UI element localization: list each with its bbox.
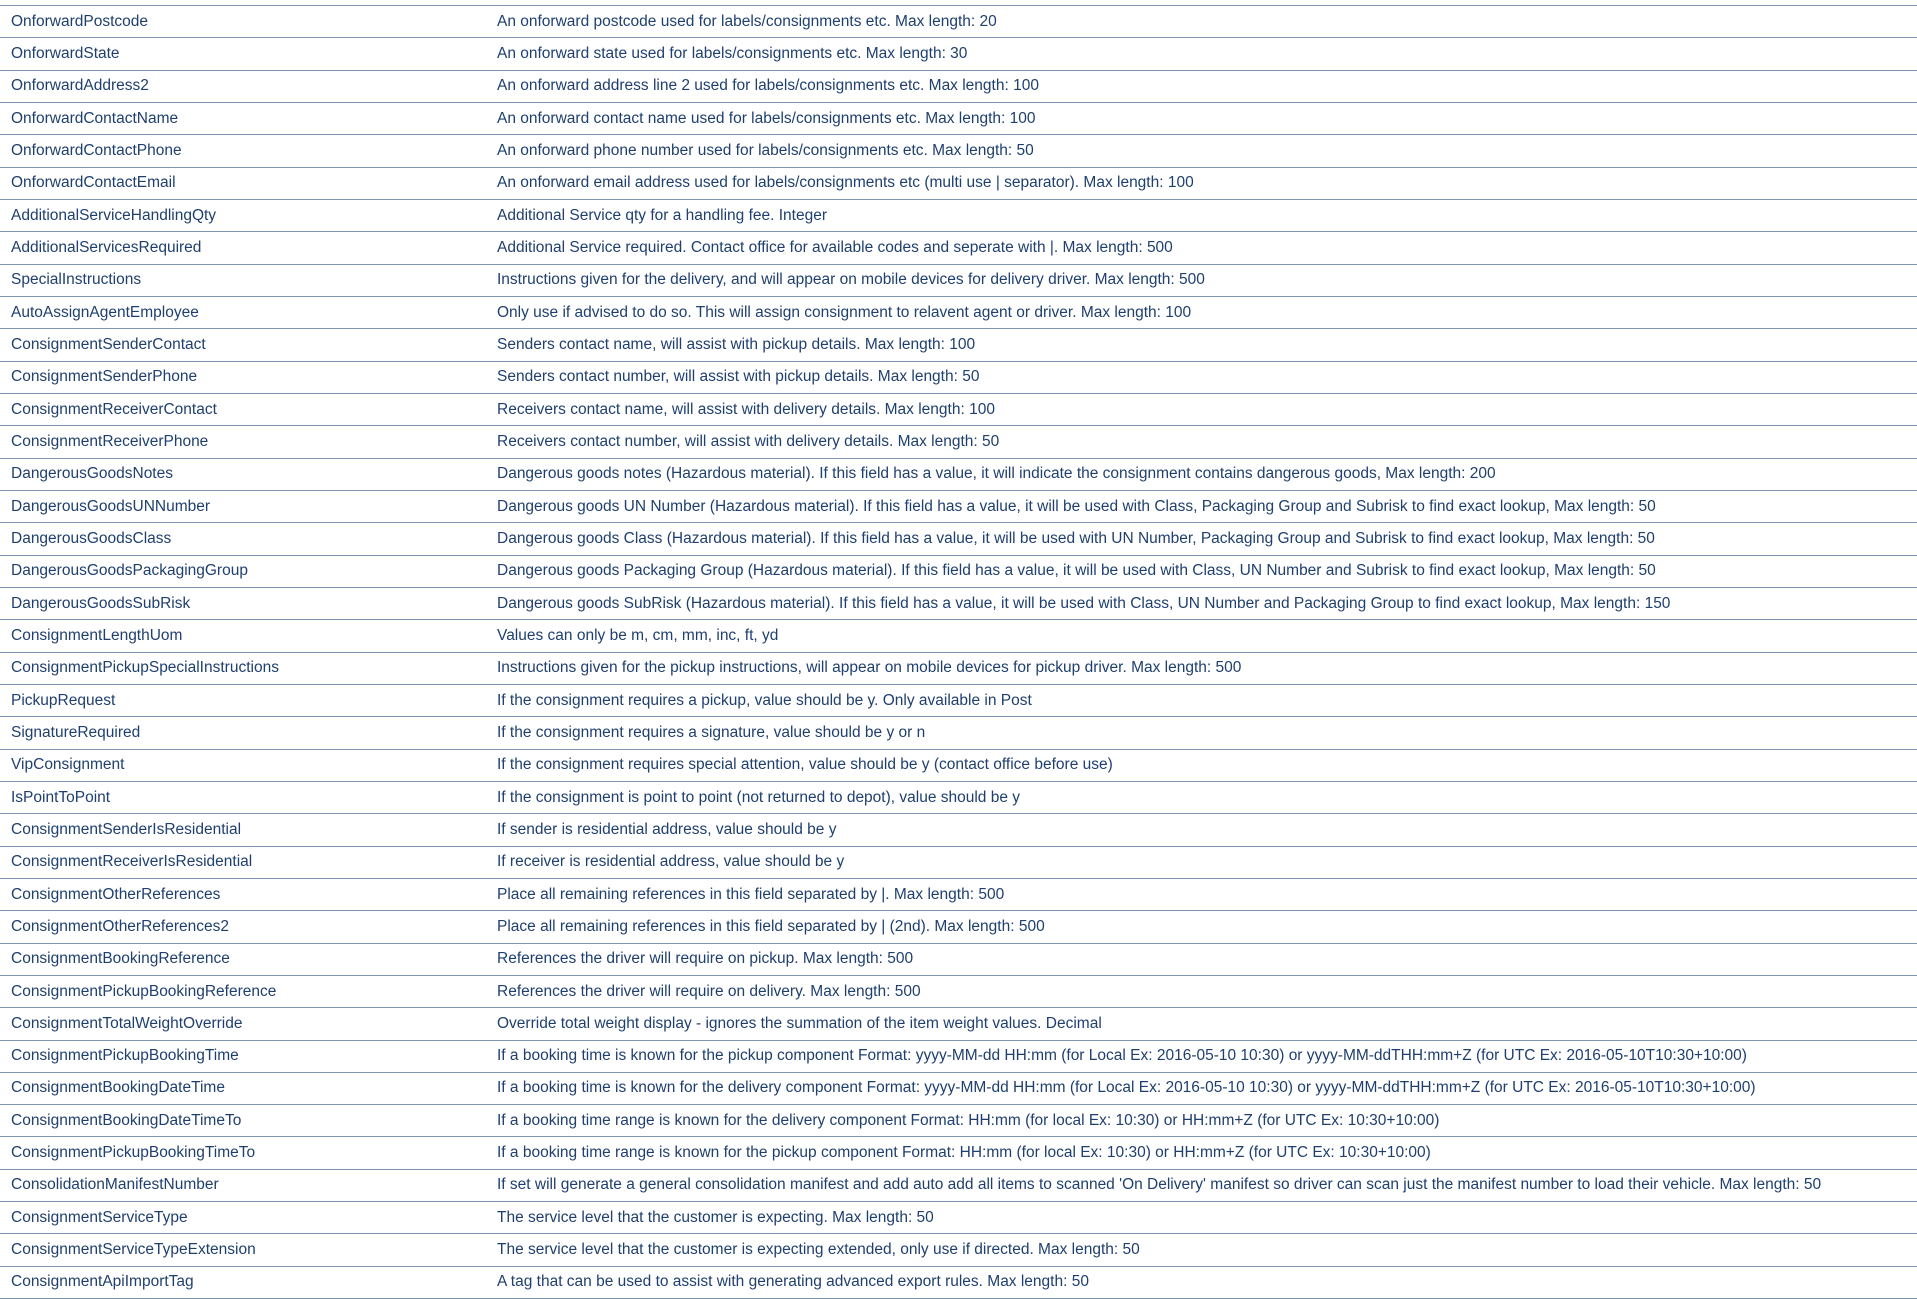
table-row [0,652,1917,684]
field-name-cell: ConsolidationManifestNumber [11,1176,219,1194]
table-row [0,620,1917,652]
field-description-cell: Instructions given for the delivery, and will appear on mobile devices for delivery driver. Max length: 500 [497,271,1205,289]
field-description-cell: If the consignment requires special attention, value should be y (contact office before use) [497,756,1113,774]
field-name-cell: PickupRequest [11,691,116,709]
field-description-cell: Receivers contact name, will assist with delivery details. Max length: 100 [497,400,995,418]
field-description-cell: An onforward contact name used for labels/consignments etc. Max length: 100 [497,109,1036,127]
field-description-cell: An onforward state used for labels/consignments etc. Max length: 30 [497,44,968,62]
field-description-cell: If sender is residential address, value should be y [497,820,837,838]
field-description-cell: An onforward email address used for labels/consignments etc (multi use | separator). Max length: 100 [497,174,1194,192]
field-description-cell: An onforward postcode used for labels/consignments etc. Max length: 20 [497,12,997,30]
table-row [0,911,1917,943]
field-description-cell: Dangerous goods SubRisk (Hazardous material). If this field has a value, it will be used with Class, UN Number and Packaging Group to find exact lookup, Max length: 150 [497,594,1671,612]
field-reference-body [0,6,1917,1299]
field-name-cell: OnforwardState [11,44,120,62]
table-row [0,426,1917,458]
field-name-cell: ConsignmentServiceTypeExtension [11,1241,256,1259]
field-name-cell: AdditionalServiceHandlingQty [11,206,217,224]
field-name-cell: IsPointToPoint [11,788,111,806]
field-name-cell: AdditionalServicesRequired [11,238,202,256]
field-name-cell: ConsignmentSenderContact [11,335,206,353]
field-description-cell: If a booking time is known for the pickup component Format: yyyy-MM-dd HH:mm (for Local Ex: 2016-05-10 10:30) or yyyy-MM-ddTHH:mm+Z (for UTC Ex: 2016-05-10T10:30+10:00) [497,1047,1747,1065]
field-description-cell: If a booking time range is known for the pickup component Format: HH:mm (for local Ex: 10:30) or HH:mm+Z (for UTC Ex: 10:30+10:00) [497,1144,1431,1162]
field-name-cell: ConsignmentPickupBookingReference [11,982,277,1000]
table-row [0,878,1917,910]
table-row [0,975,1917,1007]
field-name-cell: ConsignmentBookingDateTime [11,1079,225,1097]
field-description-cell: The service level that the customer is expecting extended, only use if directed. Max length: 50 [497,1241,1140,1259]
table-row [0,943,1917,975]
field-name-cell: DangerousGoodsClass [11,529,172,547]
table-row [0,135,1917,167]
field-name-cell: ConsignmentBookingReference [11,950,230,968]
field-name-cell: ConsignmentPickupSpecialInstructions [11,659,279,677]
field-description-cell: Senders contact number, will assist with pickup details. Max length: 50 [497,368,980,386]
table-row [0,846,1917,878]
field-name-cell: ConsignmentOtherReferences2 [11,917,229,935]
field-description-cell: References the driver will require on pickup. Max length: 500 [497,950,914,968]
field-name-cell: ConsignmentReceiverPhone [11,432,209,450]
field-description-cell: Values can only be m, cm, mm, inc, ft, yd [497,626,779,644]
field-description-cell: If the consignment is point to point (not returned to depot), value should be y [497,788,1021,806]
field-name-cell: ConsignmentSenderIsResidential [11,820,242,838]
field-name-cell: ConsignmentLengthUom [11,626,183,644]
field-description-cell: Override total weight display - ignores the summation of the item weight values. Decimal [497,1014,1102,1032]
field-reference-table [0,5,1917,1299]
field-description-cell: If the consignment requires a signature, value should be y or n [497,723,926,741]
table-row [0,329,1917,361]
field-name-cell: ConsignmentPickupBookingTime [11,1047,239,1065]
field-description-cell: Dangerous goods notes (Hazardous material). If this field has a value, it will indicate the consignment contains dangerous goods, Max length: 200 [497,465,1496,483]
table-row [0,1234,1917,1266]
field-description-cell: Instructions given for the pickup instructions, will appear on mobile devices for pickup driver. Max length: 500 [497,659,1242,677]
field-description-cell: Dangerous goods UN Number (Hazardous material). If this field has a value, it will be used with Class, Packaging Group and Subrisk to find exact lookup, Max length: 50 [497,497,1656,515]
table-row [0,296,1917,328]
field-description-cell: If the consignment requires a pickup, value should be y. Only available in Post [497,691,1032,709]
table-row [0,523,1917,555]
field-description-cell: Receivers contact number, will assist with delivery details. Max length: 50 [497,432,1000,450]
field-name-cell: SignatureRequired [11,723,141,741]
field-description-cell: If receiver is residential address, value should be y [497,853,845,871]
table-row [0,717,1917,749]
table-row [0,781,1917,813]
field-name-cell: SpecialInstructions [11,271,142,289]
table-row [0,102,1917,134]
field-description-cell: References the driver will require on delivery. Max length: 500 [497,982,921,1000]
field-description-cell: An onforward address line 2 used for labels/consignments etc. Max length: 100 [497,77,1039,95]
table-row [0,6,1917,38]
field-name-cell: DangerousGoodsPackagingGroup [11,562,248,580]
table-row [0,167,1917,199]
field-description-cell: If set will generate a general consolidation manifest and add auto add all items to scanned 'On Delivery' manifest so driver can scan just the manifest number to load their vehicle. Max length: 50 [497,1176,1822,1194]
table-row [0,555,1917,587]
field-name-cell: OnforwardAddress2 [11,77,149,95]
field-description-cell: A tag that can be used to assist with generating advanced export rules. Max length: 50 [497,1273,1089,1291]
table-row [0,587,1917,619]
field-name-cell: ConsignmentReceiverIsResidential [11,853,253,871]
table-row [0,70,1917,102]
table-row [0,1040,1917,1072]
table-row [0,264,1917,296]
table-row [0,749,1917,781]
field-name-cell: ConsignmentTotalWeightOverride [11,1014,243,1032]
table-row [0,1008,1917,1040]
table-row [0,232,1917,264]
table-row [0,1266,1917,1298]
field-description-cell: Senders contact name, will assist with pickup details. Max length: 100 [497,335,976,353]
table-row [0,1137,1917,1169]
field-name-cell: ConsignmentReceiverContact [11,400,217,418]
field-name-cell: ConsignmentSenderPhone [11,368,198,386]
field-name-cell: OnforwardPostcode [11,12,148,30]
table-row [0,1072,1917,1104]
field-description-cell: Dangerous goods Class (Hazardous material). If this field has a value, it will be used with UN Number, Packaging Group and Subrisk to find exact lookup, Max length: 50 [497,529,1655,547]
table-row [0,361,1917,393]
field-name-cell: ConsignmentOtherReferences [11,885,221,903]
field-description-cell: If a booking time range is known for the delivery component Format: HH:mm (for local Ex: 10:30) or HH:mm+Z (for UTC Ex: 10:30+10:00) [497,1111,1440,1129]
field-name-cell: ConsignmentBookingDateTimeTo [11,1111,242,1129]
field-description-cell: Only use if advised to do so. This will assign consignment to relavent agent or driver. Max length: 100 [497,303,1192,321]
field-description-cell: Place all remaining references in this field separated by | (2nd). Max length: 500 [497,917,1045,935]
table-row [0,199,1917,231]
field-name-cell: DangerousGoodsUNNumber [11,497,211,515]
field-name-cell: ConsignmentPickupBookingTimeTo [11,1144,256,1162]
field-description-cell: If a booking time is known for the delivery component Format: yyyy-MM-dd HH:mm (for Local Ex: 2016-05-10 10:30) or yyyy-MM-ddTHH:mm+Z (for UTC Ex: 2016-05-10T10:30+10:00) [497,1079,1756,1097]
field-description-cell: An onforward phone number used for labels/consignments etc. Max length: 50 [497,141,1034,159]
table-row [0,814,1917,846]
field-name-cell: OnforwardContactEmail [11,174,176,192]
table-row [0,684,1917,716]
field-name-cell: AutoAssignAgentEmployee [11,303,199,321]
table-row [0,1202,1917,1234]
table-row [0,1169,1917,1201]
field-description-cell: Place all remaining references in this field separated by |. Max length: 500 [497,885,1005,903]
field-name-cell: VipConsignment [11,756,125,774]
table-row [0,1105,1917,1137]
field-description-cell: Dangerous goods Packaging Group (Hazardous material). If this field has a value, it will be used with Class, UN Number and Subrisk to find exact lookup, Max length: 50 [497,562,1656,580]
table-row [0,38,1917,70]
table-row [0,393,1917,425]
field-name-cell: OnforwardContactPhone [11,141,182,159]
field-description-cell: Additional Service qty for a handling fee. Integer [497,206,828,224]
field-description-cell: The service level that the customer is expecting. Max length: 50 [497,1208,934,1226]
field-description-cell: Additional Service required. Contact office for available codes and seperate with |. Max length: 500 [497,238,1173,256]
field-name-cell: DangerousGoodsNotes [11,465,173,483]
field-name-cell: ConsignmentApiImportTag [11,1273,194,1291]
table-row [0,490,1917,522]
table-row [0,458,1917,490]
field-name-cell: ConsignmentServiceType [11,1208,188,1226]
field-name-cell: OnforwardContactName [11,109,179,127]
field-name-cell: DangerousGoodsSubRisk [11,594,191,612]
